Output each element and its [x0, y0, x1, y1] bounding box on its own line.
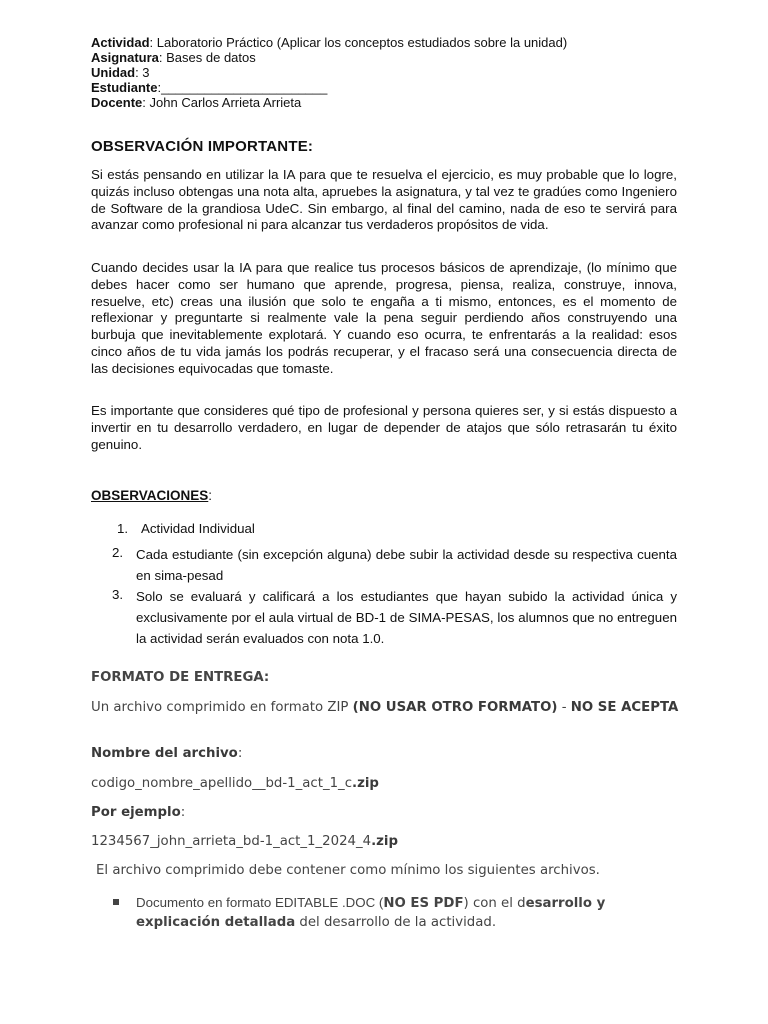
important-paragraph-3: Es importante que consideres qué tipo de profesional y persona quieres ser, y si estás dispuesto a invertir en tu desarrollo verdadero, en lugar de depender de atajos que sólo retrasarán tu éxito genuino.: [91, 403, 677, 452]
list-item-text: Actividad Individual: [141, 521, 255, 536]
example-label: Por ejemplo: [91, 805, 181, 820]
list-item-text: Solo se evaluará y calificará a los estudiantes que hayan subido la actividad única y exclusivamente por el aula virtual de BD-1 de SIMA-PESAS, los alumnos que no entreguen la actividad serán evaluados con nota 1.0.: [136, 589, 677, 646]
teacher-row: [91, 95, 567, 110]
document-header: [91, 35, 567, 110]
activity-value: : Laboratorio Práctico (Aplicar los conceptos estudiados sobre la unidad): [149, 35, 568, 50]
example-ext: .zip: [371, 834, 398, 849]
square-bullet-icon: [113, 899, 119, 905]
bullet-text-c: ) con el d: [463, 896, 526, 911]
format-desc-d: NO SE ACEPTA: [570, 700, 679, 715]
list-item-number: 1.: [117, 521, 129, 536]
file-name-ext: .zip: [352, 776, 379, 791]
format-desc-b: (NO USAR OTRO FORMATO): [352, 700, 558, 715]
subject-row: [91, 50, 567, 65]
bullet-text-b: NO ES PDF: [383, 896, 464, 911]
example-file-name: [91, 834, 691, 849]
important-paragraph-1: Si estás pensando en utilizar la IA para que te resuelva el ejercicio, es muy probable que lo logre, quizás incluso obtengas una nota alta, apruebes la asignatura, y tal vez te gradúes como Ingeniero de Software de la grandiosa UdeC. Sin embargo, al final del camino, nada de eso te servirá para avanzar como profesional ni para alcanzar tus verdaderos propósitos de vida.: [91, 167, 677, 233]
unit-value: : 3: [135, 65, 150, 80]
bullet-text-d: esarrollo y explicación detallada: [136, 896, 606, 930]
list-item-text: Cada estudiante (sin excepción alguna) debe subir la actividad desde su respectiva cuenta en sima-pesad: [136, 547, 677, 583]
student-label: Estudiante: [91, 80, 158, 95]
file-name-label-row: [91, 746, 691, 761]
observations-title-text: OBSERVACIONES: [91, 488, 209, 503]
example-label-row: [91, 805, 691, 820]
unit-label: Unidad: [91, 65, 136, 80]
file-name-code: codigo_nombre_apellido__bd-1_act_1_c: [91, 776, 353, 791]
bullet-text-e: del desarrollo de la actividad.: [295, 915, 497, 930]
list-item-number: 2.: [112, 545, 124, 560]
format-desc-a: Un archivo comprimido en formato ZIP: [91, 700, 353, 715]
teacher-value: : John Carlos Arrieta Arrieta: [142, 95, 302, 110]
activity-label: Actividad: [91, 35, 150, 50]
format-desc-c: -: [557, 700, 571, 715]
important-title: OBSERVACIÓN IMPORTANTE:: [91, 138, 314, 155]
activity-row: [91, 35, 567, 50]
example-code: 1234567_john_arrieta_bd-1_act_1_2024_4: [91, 834, 372, 849]
file-name-pattern: [91, 776, 691, 791]
observations-title-colon: :: [208, 488, 213, 503]
student-row: [91, 80, 567, 95]
file-name-colon: :: [237, 746, 243, 761]
example-colon: :: [180, 805, 186, 820]
list-item-number: 3.: [112, 587, 124, 602]
format-description: [91, 699, 681, 717]
format-title: FORMATO DE ENTREGA:: [91, 670, 270, 685]
bullet-text-a: Documento en formato EDITABLE .DOC (: [136, 895, 384, 910]
important-paragraph-2: Cuando decides usar la IA para que realice tus procesos básicos de aprendizaje, (lo mínimo que debes hacer como ser humano que aprende, progresa, piensa, realiza, construye, innova, resuelve, etc) creas una ilusión que solo te engaña a ti mismo, entonces, es el momento de reflexionar y preguntarte si realmente vale la pena seguir perdiendo años construyendo una burbuja que inevitablemente explotará. Y cuando eso ocurra, te enfrentarás a la realidad: esos cinco años de tu vida jamás los podrás recuperar, y el fracaso será una consecuencia directa de las decisiones equivocadas que tomaste.: [91, 260, 677, 376]
subject-label: Asignatura: [91, 50, 159, 65]
teacher-label: Docente: [91, 95, 143, 110]
file-name-label: Nombre del archivo: [91, 746, 238, 761]
bullet-text: [136, 893, 681, 932]
observations-title: [91, 488, 212, 503]
student-value: :_______________________: [157, 80, 328, 95]
subject-value: : Bases de datos: [158, 50, 256, 65]
archive-contents-note: El archivo comprimido debe contener como mínimo los siguientes archivos.: [96, 863, 600, 878]
unit-row: [91, 65, 567, 80]
